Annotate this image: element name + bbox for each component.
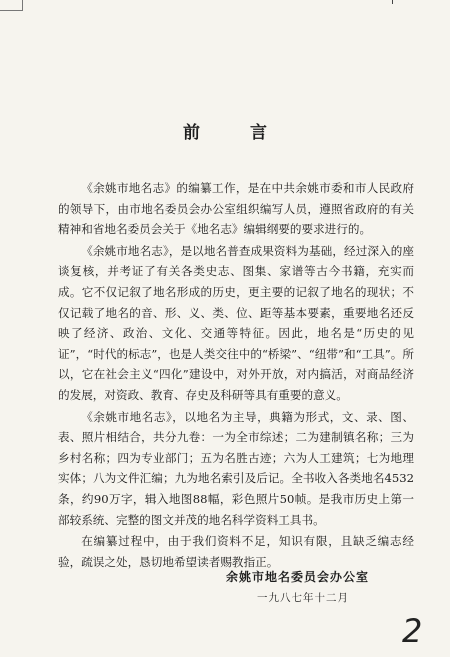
signature-organization: 余姚市地名委员会办公室 xyxy=(226,570,370,584)
corner-mark xyxy=(0,0,23,11)
page-number: 2 xyxy=(402,612,423,650)
edge-mark xyxy=(392,0,393,4)
paragraph-2: 《余姚市地名志》，是以地名普查成果资料为基础，经过深入的座谈复核，并考证了有关各类史志、图集、家谱等古今书籍，充实而成。它不仅记叙了地名形成的历史，更主要的记叙了地名的现状；不仅记载了地名的音、形、义、类、位、距等基本要素，重要地名还反映了经济、政治、文化、交通等特征。因此，地名是“历史的见证”，“时代的标志”，也是人类交往中的“桥梁”、“纽带”和“工具”。所以，它在社会主义“四化”建设中，对外开放，对内搞活，对商品经济的发展，对资政、教育、存史及科研等具有重要的意义。 xyxy=(58,243,414,402)
paragraph-1: 《余姚市地名志》的编纂工作，是在中共余姚市委和市人民政府的领导下，由市地名委员会办公室组织编写人员，遵照省政府的有关精神和省地名委员会关于《地名志》编辑纲要的要求进行的。 xyxy=(58,181,414,237)
paragraph-3: 《余姚市地名志》，以地名为主导，典籍为形式，文、录、图、表、照片相结合，共分九卷：一为全市综述；二为建制镇名称；三为乡村名称；四为专业部门；五为名胜古迹；六为人工建筑；七为地理实体；八为文件汇编；九为地名索引及后记。全书收入各类地名4532条，约90万字，辑入地图88幅，彩色照片50帧。是我市历史上第一部较系统、完整的图文并茂的地名科学资料工具书。 xyxy=(58,409,414,527)
paragraph-4: 在编纂过程中，由于我们资料不足，知识有限，且缺乏编志经验，疏误之处，恳切地希望读者赐教指正。 xyxy=(58,534,414,569)
preface-title: 前 言 xyxy=(183,123,289,143)
signature-date: 一九八七年十二月 xyxy=(257,592,349,604)
preface-body xyxy=(58,178,414,573)
